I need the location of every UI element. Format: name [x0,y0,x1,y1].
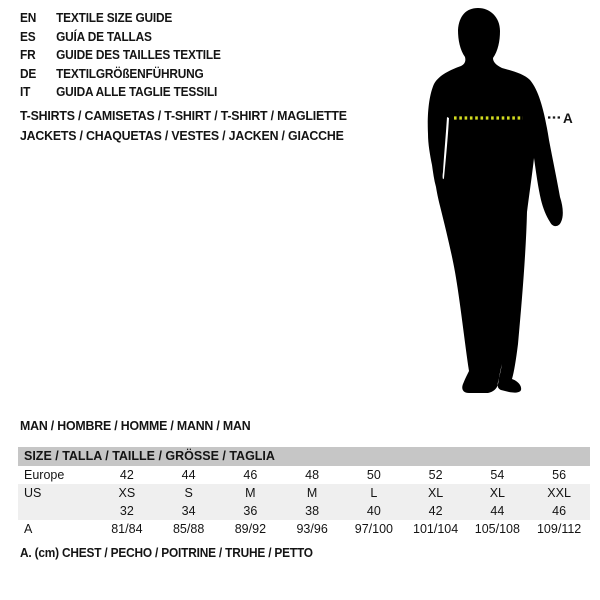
language-code: DE [20,66,37,81]
language-label: GUÍA DE TALLAS [56,29,152,44]
language-row [20,9,221,28]
size-table [18,447,590,538]
language-label: GUIDA ALLE TAGLIE TESSILI [56,85,218,100]
row-label: Europe [24,467,65,482]
language-label: TEXTILGRÖßENFÜHRUNG [56,66,204,81]
table-row-us-numeric [18,502,590,520]
language-row [20,28,221,47]
cell: 54 [490,467,505,482]
cell: 34 [181,503,196,518]
cell: XL [489,485,506,500]
cell: 81/84 [111,522,143,537]
category-line-jackets: JACKETS / CHAQUETAS / VESTES / JACKEN / GIACCHE [20,127,344,143]
cell: 46 [243,467,258,482]
garment-categories [20,106,347,145]
cell: 56 [552,467,567,482]
cell: XXL [547,485,571,500]
language-list [20,9,221,102]
row-label: US [24,485,42,500]
cell: 32 [119,503,134,518]
silhouette-svg [410,0,600,400]
cell: 42 [119,467,134,482]
cell: 38 [305,503,320,518]
cell: 105/108 [474,522,520,537]
cell: 42 [428,503,443,518]
language-code: EN [20,11,37,25]
cell: 48 [305,467,320,482]
cell: 46 [552,503,567,518]
table-row-europe [18,466,590,484]
cell: 52 [428,467,443,482]
size-table-header: SIZE / TALLA / TAILLE / GRÖSSE / TAGLIA [18,447,590,466]
cell: M [245,485,256,500]
man-silhouette-figure [410,0,600,400]
language-row [20,46,221,65]
language-label: TEXTILE SIZE GUIDE [56,11,173,25]
language-code: ES [20,29,36,44]
cell: S [184,485,193,500]
cell: L [370,485,378,500]
language-row [20,83,221,102]
measure-label-a: A [563,111,573,126]
section-title-man: MAN / HOMBRE / HOMME / MANN / MAN [20,418,251,433]
row-label: A [24,522,33,537]
table-row-chest-cm [18,520,590,538]
cell: 36 [243,503,258,518]
cell: 44 [181,467,196,482]
language-code: IT [20,85,31,100]
table-row-us [18,484,590,502]
cell: 101/104 [413,522,459,537]
cell: 44 [490,503,505,518]
man-silhouette [428,8,563,393]
measurement-footnote: A. (cm) CHEST / PECHO / POITRINE / TRUHE / PETTO [20,546,313,560]
cell: XS [118,485,136,500]
cell: 50 [366,467,381,482]
cell: 40 [366,503,381,518]
cell: 93/96 [296,522,328,537]
cell: 85/88 [172,522,205,537]
cell: 109/112 [536,522,582,537]
language-label: GUIDE DES TAILLES TEXTILE [56,48,221,63]
language-row [20,65,221,84]
language-code: FR [20,48,36,63]
cell: 89/92 [234,522,267,537]
cell: XL [427,485,444,500]
category-line-tshirts: T-SHIRTS / CAMISETAS / T-SHIRT / T-SHIRT / MAGLIETTE [20,108,347,123]
cell: 97/100 [354,522,393,537]
cell: M [306,485,318,500]
